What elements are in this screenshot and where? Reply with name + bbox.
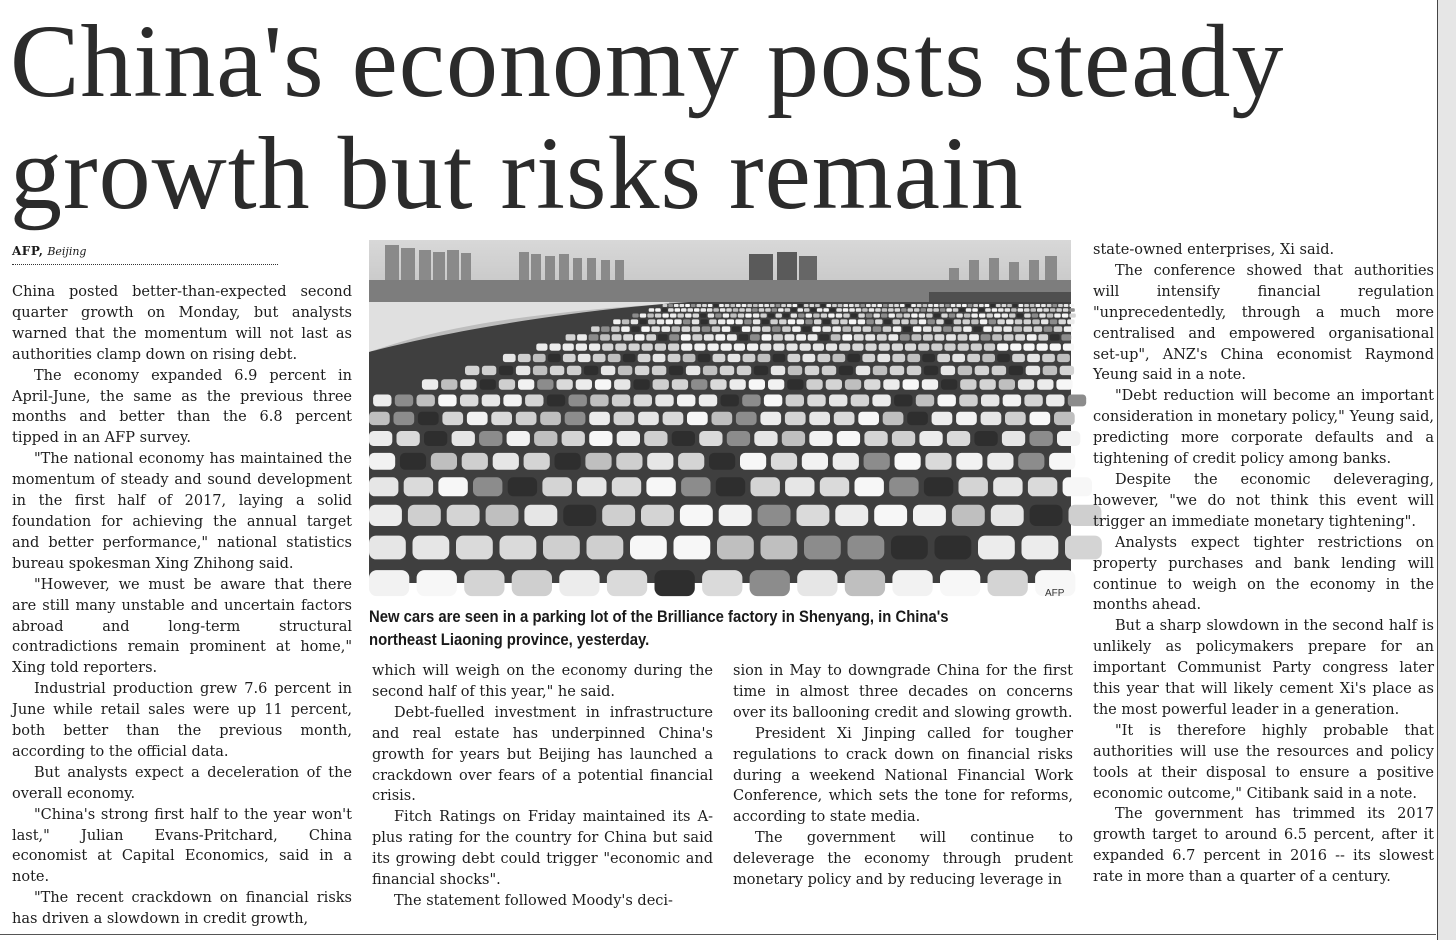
paragraph: The statement followed Moody's deci- [394,892,673,909]
headline-line-1: China's economy posts steady [10,4,1285,119]
car-row [536,344,1074,351]
headline-line-2: growth but risks remain [10,116,1024,231]
article-column-1 [12,282,352,928]
paragraph: Fitch Ratings on Friday maintained its A-plus rating for the country for China but said its growing debt could trigger "economic and financial shocks". [372,809,713,889]
paragraph: The government will continue to deleverage the economy through prudent monetary policy and by reducing leverage in [733,830,1073,889]
news-photo [369,240,1071,583]
car-row [369,477,1092,496]
car-row [369,570,1075,596]
paragraph: The economy expanded 6.9 percent in April-June, the same as the previous three months and better than the 6.8 percent tipped in an AFP survey. [12,367,352,447]
photo-credit: AFP [1045,588,1065,599]
paragraph: "The national economy has maintained the momentum of steady and sound development in the first half of 2017, laying a solid foundation for achieving the annual target and better performance," national statistics bureau spokesman Xing Zhihong said. [12,451,352,572]
car-row [369,453,1075,470]
paragraph: Debt-fuelled investment in infrastructure and real estate has underpinned China's growth for years but Beijing has launched a crackdown over fears of a potential financial crisis. [372,704,713,805]
paragraph: "China's strong first half to the year won't last," Julian Evans-Pritchard, China economist at Capital Economics, said in a note. [12,806,352,886]
car-row [369,412,1075,425]
article-column-2 [372,661,713,916]
paragraph: But analysts expect a deceleration of the overall economy. [12,764,352,802]
caption-line-2: northeast Liaoning province, yesterday. [369,631,650,649]
paragraph: "Debt reduction will become an important consideration in monetary policy," Yeung said, predicting more corporate defaults and a tightening of credit policy among banks. [1093,388,1434,468]
article-column-4 [1093,240,1434,916]
paragraph: Industrial production grew 7.6 percent in June while retail sales were up 11 percent, both better than the previous month, according to the official data. [12,681,352,760]
paragraph: But a sharp slowdown in the second half is unlikely as policymakers prepare for an important Communist Party congress later this year that will likely cement Xi's place as the most powerful leader in a generation. [1093,618,1434,718]
paragraph: "The recent crackdown on financial risks has driven a slowdown in credit growth, [12,890,352,928]
paragraph: Analysts expect tighter restrictions on property purchases and bank lending will continue to weigh on the economy in the months ahead. [1093,534,1434,614]
paragraph: The government has trimmed its 2017 growth target to around 6.5 percent, after it expanded 6.7 percent in 2016 -- its slowest rate in more than a quarter of a century. [1093,806,1434,886]
bottom-rule [0,934,1436,935]
caption-line-1: New cars are seen in a parking lot of the Brilliance factory in Shenyang, in China's [369,608,949,626]
paragraph: President Xi Jinping called for tougher regulations to crack down on financial risks during a weekend National Financial Work Conference, which sets the tone for reforms, according to state media. [733,725,1073,826]
paragraph: Despite the economic deleveraging, however, "we do not think this event will trigger an immediate monetary tightening". [1093,471,1434,530]
car-row [632,314,1076,318]
byline [12,244,86,258]
paragraph: sion in May to downgrade China for the first time in almost three decades on concerns over its ballooning credit and slowing growth. [733,663,1073,721]
parking-lot-image [369,240,1071,583]
paragraph: "It is therefore highly probable that authorities will use the resources and policy tools at their disposal to ensure a positive economic outcome," Citibank said in a note. [1093,722,1434,802]
page-edge [1437,0,1456,940]
paragraph: China posted better-than-expected second quarter growth on Monday, but analysts warned that the momentum will not last as authorities clamp down on rising debt. [12,284,352,363]
headline [10,6,1430,230]
paragraph: which will weigh on the economy during the second half of this year," he said. [372,663,713,700]
car-row [369,536,1102,560]
paragraph: state-owned enterprises, Xi said. [1093,242,1335,258]
byline-agency: AFP, [12,244,44,258]
dotted-divider [12,264,278,265]
paragraph: The conference showed that authorities will intensify financial regulation "unprecedentedly, through a much more centralised and empowered organisational set-up", ANZ's China economist Raymond Yeung said in a note. [1093,262,1434,384]
photo-caption [369,606,1001,652]
article-column-3 [733,661,1073,916]
byline-place: Beijing [47,245,87,258]
paragraph: "However, we must be aware that there are still many unstable and uncertain factors abroad and long-term structural contradictions remain prominent at home," Xing told reporters. [12,576,352,677]
